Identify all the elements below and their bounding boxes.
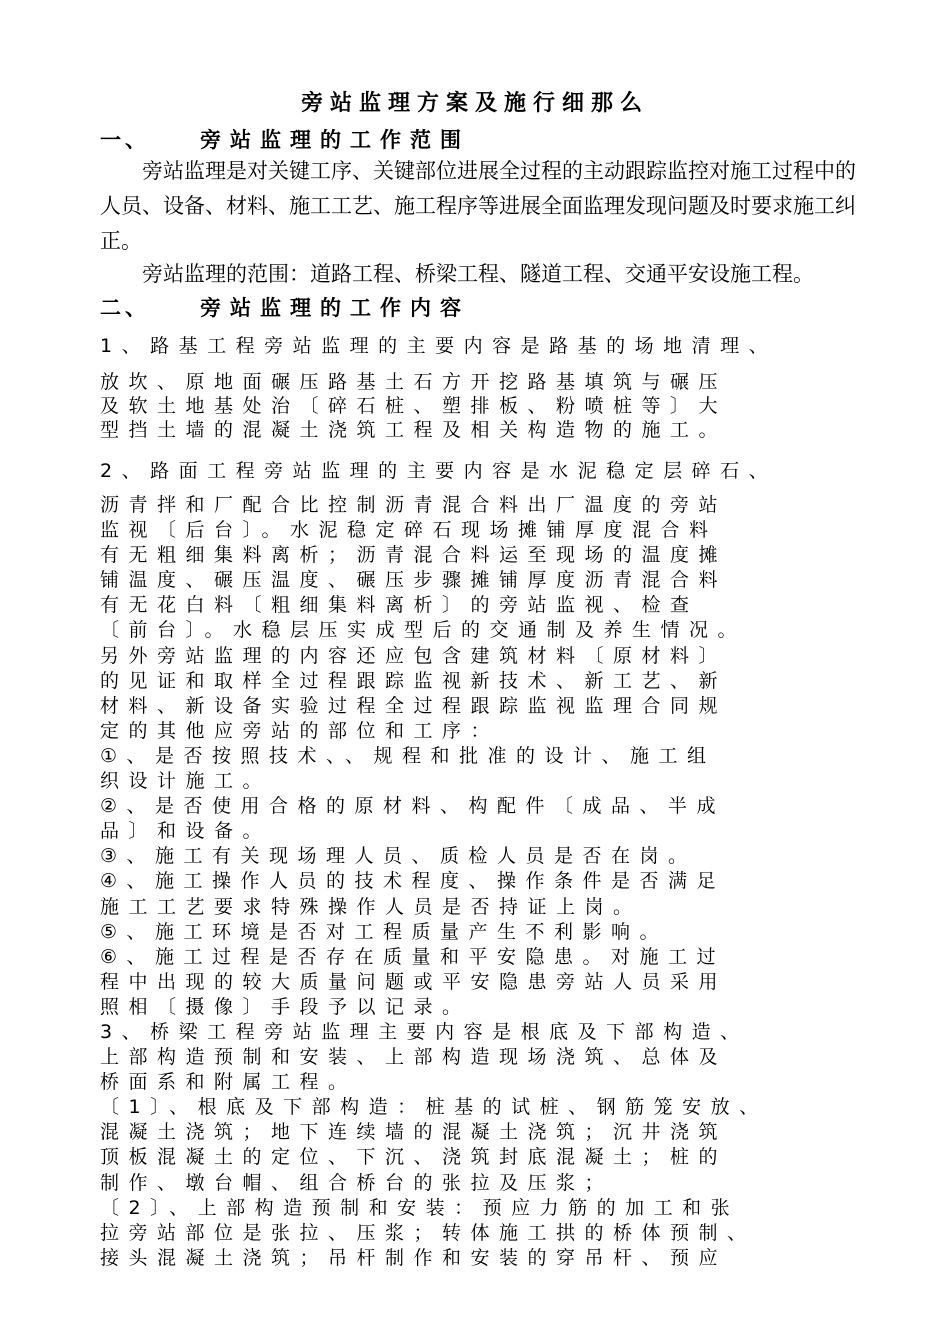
text-line: 接头混凝土浇筑；吊杆制作和安装的穿吊杆、预应	[100, 1246, 728, 1269]
text-line: 照相〔摄像〕手段予以记录。	[100, 995, 471, 1018]
text-line: ①、是否按照技术、、规程和批准的设计、施工组	[100, 744, 716, 767]
text-line: 铺温度、碾压温度、碾压步骤摊铺厚度沥青混合料	[100, 569, 728, 592]
text-line: 施工工艺要求特殊操作人员是否持证上岗。	[100, 895, 642, 918]
text-line: 〔前台〕。水稳层压实成型后的交通制及养生情况。	[100, 619, 747, 642]
text-line: 品〕和设备。	[100, 820, 272, 843]
item-roadbed	[100, 330, 870, 442]
section-heading-content	[100, 292, 470, 322]
item-first-line: 1、路基工程旁站监理的主要内容是路基的场地清理、	[100, 335, 778, 357]
document-title: 旁站监理方案及施行细那么	[300, 91, 649, 116]
section-number: 二、	[100, 296, 150, 320]
text-line: 监视〔后台〕。水泥稳定碎石现场摊铺厚度混合料	[100, 519, 718, 542]
text-line: 有无粗细集料离析；沥青混合料运至现场的温度摊	[100, 544, 728, 567]
section-title: 旁站监理的工作范围	[200, 128, 470, 152]
text-line: 型挡土墙的混凝土浇筑工程及相关构造物的施工。	[100, 419, 728, 441]
text-line: 定的其他应旁站的部位和工序：	[100, 719, 500, 742]
text-line: 上部构造预制和安装、上部构造现场浇筑、总体及	[100, 1046, 728, 1069]
text-line: 及软土地基处治〔碎石桩、塑排板、粉喷桩等〕大	[100, 395, 728, 417]
text-line: 程中出现的较大质量问题或平安隐患旁站人员采用	[100, 970, 728, 993]
text-line: 放坎、原地面碾压路基土石方开挖路基填筑与碾压	[100, 371, 728, 393]
section-number: 一、	[100, 128, 150, 152]
text-line: 织设计施工。	[100, 770, 272, 793]
text-line: 桥面系和附属工程。	[100, 1071, 357, 1094]
text-line: ⑥、施工过程是否存在质量和平安隐患。对施工过	[100, 945, 726, 968]
text-line: 混凝土浇筑；地下连续墙的混凝土浇筑；沉井浇筑	[100, 1121, 728, 1144]
paragraph-scope-definition: 旁站监理是对关键工序、关键部位进展全过程的主动跟踪监控对施工过程中的人员、设备、材料、施工工艺、施工程序等进展全面监理发现问题及时要求施工纠正。	[100, 159, 856, 253]
text-line: ③、施工有关现场理人员、质检人员是否在岗。	[100, 845, 697, 868]
text-line: 〔2〕、上部构造预制和安装：预应力筋的加工和张	[100, 1196, 740, 1219]
text-line: 另外旁站监理的内容还应包含建筑材料〔原材料〕	[100, 644, 728, 667]
section-title: 旁站监理的工作内容	[200, 296, 470, 320]
text-line: 拉旁站部位是张拉、压浆；转体施工拱的桥体预制、	[100, 1221, 756, 1244]
item-pavement	[100, 455, 870, 1271]
text-line: 3、桥梁工程旁站监理主要内容是根底及下部构造、	[100, 1020, 749, 1043]
text-line: ②、是否使用合格的原材料、构配件〔成品、半成	[100, 795, 726, 818]
section-heading-scope	[100, 124, 470, 154]
text-line: ④、施工操作人员的技术程度、操作条件是否满足	[100, 870, 726, 893]
text-line: 的见证和取样全过程跟踪监视新技术、新工艺、新	[100, 669, 728, 692]
text-line: 沥青拌和厂配合比控制沥青混合料出厂温度的旁站	[100, 494, 728, 516]
text-line: 制作、墩台帽、组合桥台的张拉及压浆；	[100, 1171, 614, 1194]
text-line: 〔1〕、根底及下部构造：桩基的试桩、钢筋笼安放、	[100, 1096, 768, 1119]
paragraph-scope-range: 旁站监理的范围：道路工程、桥梁工程、隧道工程、交通平安设施工程。	[142, 262, 814, 286]
text-line: ⑤、施工环境是否对工程质量产生不利影响。	[100, 920, 669, 943]
text-line: 材料、新设备实验过程全过程跟踪监视监理合同规	[100, 694, 728, 717]
text-line: 有无花白料〔粗细集料离析〕的旁站监视、检查	[100, 594, 699, 617]
text-line: 顶板混凝土的定位、下沉、浇筑封底混凝土；桩的	[100, 1146, 728, 1169]
item-body	[100, 493, 870, 1271]
item-first-line: 2、路面工程旁站监理的主要内容是水泥稳定层碎石、	[100, 460, 778, 482]
